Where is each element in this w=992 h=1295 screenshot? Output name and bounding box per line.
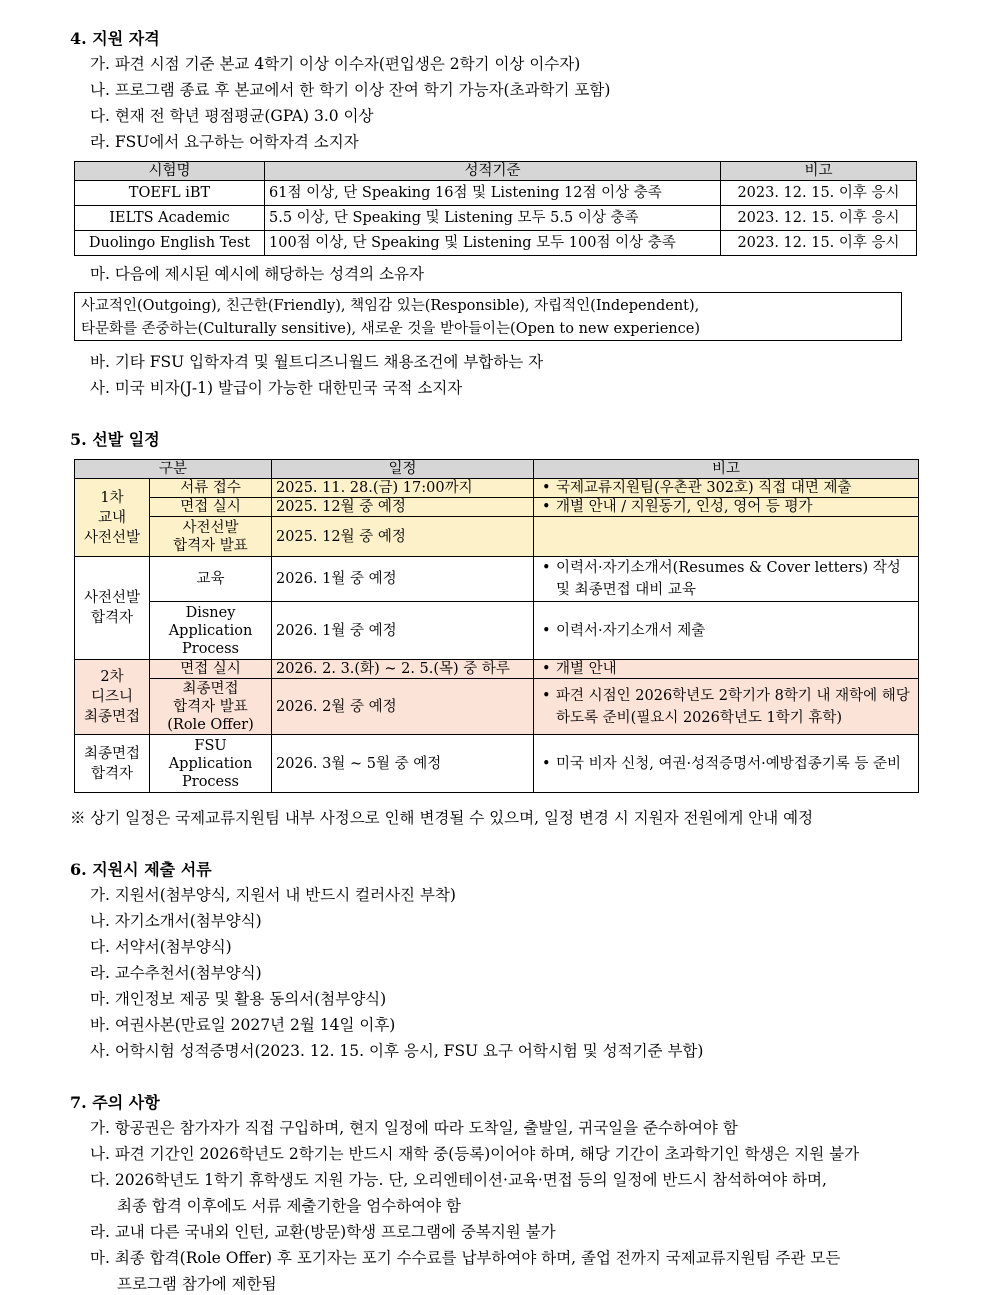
sec6-item: 사. 어학시험 성적증명서(2023. 12. 15. 이후 응시, FSU 요구 어학시험 및 성적기준 부합) [90,1042,704,1060]
section-7-title: 7. 주의 사항 [70,1093,160,1112]
sec4-item-ra: 라. FSU에서 요구하는 어학자격 소지자 [90,133,359,151]
sec4-item-sa: 사. 미국 비자(J-1) 발급이 가능한 대한민국 국적 소지자 [90,379,463,397]
section-5-title: 5. 선발 일정 [70,430,160,449]
schedule-note [534,517,919,557]
schedule-item: FSU Application Process [150,735,272,793]
group-preselected: 사전선발 합격자 [75,557,150,660]
schedule-note: • 이력서·자기소개서 제출 [534,602,919,660]
group-disney-interview: 2차 디즈니 최종면접 [75,660,150,735]
col-header-score: 성적기준 [265,162,721,181]
col-header-note: 비고 [721,162,917,181]
selection-schedule-table [74,459,919,793]
section-4-title: 4. 지원 자격 [70,29,160,48]
traits-line-2: 타문화를 존중하는(Culturally sensitive), 새로운 것을 받아들이는(Open to new experience) [81,321,700,337]
sec7-item-ra: 라. 교내 다른 국내외 인턴, 교환(방문)학생 프로그램에 중복지원 불가 [90,1223,556,1241]
test-name: IELTS Academic [75,206,265,231]
sec7-item-da: 다. 2026학년도 1학기 휴학생도 지원 가능. 단, 오리엔테이션·교육·면접 등의 일정에 반드시 참석하여야 하며, [90,1171,827,1189]
traits-line-1: 사교적인(Outgoing), 친근한(Friendly), 책임감 있는(Responsible), 자립적인(Independent), [81,298,700,314]
table-row [75,557,919,602]
sec7-item-na: 나. 파견 기간인 2026학년도 2학기는 반드시 재학 중(등록)이어야 하며, 해당 기간이 초과학기인 학생은 지원 불가 [90,1145,860,1163]
schedule-date: 2026. 2월 중 예정 [272,679,534,735]
schedule-note: • 미국 비자 신청, 여권·성적증명서·예방접종기록 등 준비 [534,735,919,793]
test-score: 5.5 이상, 단 Speaking 및 Listening 모두 5.5 이상 충족 [265,206,721,231]
schedule-item: 교육 [150,557,272,602]
table-row [75,602,919,660]
traits-box [74,292,902,341]
sec7-item-ga: 가. 항공권은 참가자가 직접 구입하며, 현지 일정에 따라 도착일, 출발일, 귀국일을 준수하여야 함 [90,1119,738,1137]
test-note: 2023. 12. 15. 이후 응시 [721,206,917,231]
schedule-item: 면접 실시 [150,660,272,679]
sec7-item-ma-cont: 프로그램 참가에 제한됨 [117,1275,277,1293]
table-row [75,498,919,517]
schedule-date: 2025. 12월 중 예정 [272,517,534,557]
sec4-item-ba: 바. 기타 FSU 입학자격 및 월트디즈니월드 채용조건에 부합하는 자 [90,353,544,371]
schedule-date: 2026. 2. 3.(화) ~ 2. 5.(목) 중 하루 [272,660,534,679]
sec6-item: 마. 개인정보 제공 및 활용 동의서(첨부양식) [90,990,387,1008]
table-row [75,517,919,557]
col-header-test: 시험명 [75,162,265,181]
section-6-title: 6. 지원시 제출 서류 [70,860,212,879]
language-requirement-table [74,161,917,256]
schedule-item: 면접 실시 [150,498,272,517]
test-note: 2023. 12. 15. 이후 응시 [721,181,917,206]
test-note: 2023. 12. 15. 이후 응시 [721,231,917,256]
test-score: 100점 이상, 단 Speaking 및 Listening 모두 100점 이상 충족 [265,231,721,256]
schedule-date: 2026. 1월 중 예정 [272,557,534,602]
group-first-selection: 1차 교내 사전선발 [75,479,150,557]
sec7-item-ma: 마. 최종 합격(Role Offer) 후 포기자는 포기 수수료를 납부하여야 하며, 졸업 전까지 국제교류지원팀 주관 모든 [90,1249,841,1267]
col-header-date: 일정 [272,460,534,479]
schedule-note: • 이력서·자기소개서(Resumes & Cover letters) 작성 및 최종면접 대비 교육 [534,557,919,602]
test-name: Duolingo English Test [75,231,265,256]
test-name: TOEFL iBT [75,181,265,206]
sec4-item-ma: 마. 다음에 제시된 예시에 해당하는 성격의 소유자 [90,265,424,283]
schedule-date: 2025. 12월 중 예정 [272,498,534,517]
table-row [75,181,917,206]
col-header-remarks: 비고 [534,460,919,479]
sec6-item: 다. 서약서(첨부양식) [90,938,232,956]
table-row [75,735,919,793]
schedule-item: 사전선발 합격자 발표 [150,517,272,557]
table-row [75,679,919,735]
schedule-date: 2026. 1월 중 예정 [272,602,534,660]
schedule-item: 서류 접수 [150,479,272,498]
schedule-note: • 개별 안내 [534,660,919,679]
sec4-item-da: 다. 현재 전 학년 평점평균(GPA) 3.0 이상 [90,107,374,125]
sec6-item: 바. 여권사본(만료일 2027년 2월 14일 이후) [90,1016,396,1034]
schedule-footnote: ※ 상기 일정은 국제교류지원팀 내부 사정으로 인해 변경될 수 있으며, 일정 변경 시 지원자 전원에게 안내 예정 [70,809,814,827]
test-score: 61점 이상, 단 Speaking 16점 및 Listening 12점 이상 충족 [265,181,721,206]
schedule-note: • 개별 안내 / 지원동기, 인성, 영어 등 평가 [534,498,919,517]
schedule-date: 2026. 3월 ~ 5월 중 예정 [272,735,534,793]
table-row [75,231,917,256]
schedule-note: • 국제교류지원팀(우촌관 302호) 직접 대면 제출 [534,479,919,498]
col-header-category: 구분 [75,460,272,479]
sec7-item-da-cont: 최종 합격 이후에도 서류 제출기한을 엄수하여야 함 [117,1197,461,1215]
schedule-item: Disney Application Process [150,602,272,660]
table-row [75,206,917,231]
table-row [75,479,919,498]
sec6-item: 나. 자기소개서(첨부양식) [90,912,262,930]
sec6-item: 라. 교수추천서(첨부양식) [90,964,262,982]
schedule-note: • 파견 시점인 2026학년도 2학기가 8학기 내 재학에 해당하도록 준비(필요시 2026학년도 1학기 휴학) [534,679,919,735]
table-row [75,660,919,679]
sec6-item: 가. 지원서(첨부양식, 지원서 내 반드시 컬러사진 부착) [90,886,456,904]
schedule-date: 2025. 11. 28.(금) 17:00까지 [272,479,534,498]
schedule-item: 최종면접 합격자 발표 (Role Offer) [150,679,272,735]
group-final-accepted: 최종면접 합격자 [75,735,150,793]
sec4-item-ga: 가. 파견 시점 기준 본교 4학기 이상 이수자(편입생은 2학기 이상 이수자) [90,55,581,73]
sec4-item-na: 나. 프로그램 종료 후 본교에서 한 학기 이상 잔여 학기 가능자(초과학기 포함) [90,81,611,99]
